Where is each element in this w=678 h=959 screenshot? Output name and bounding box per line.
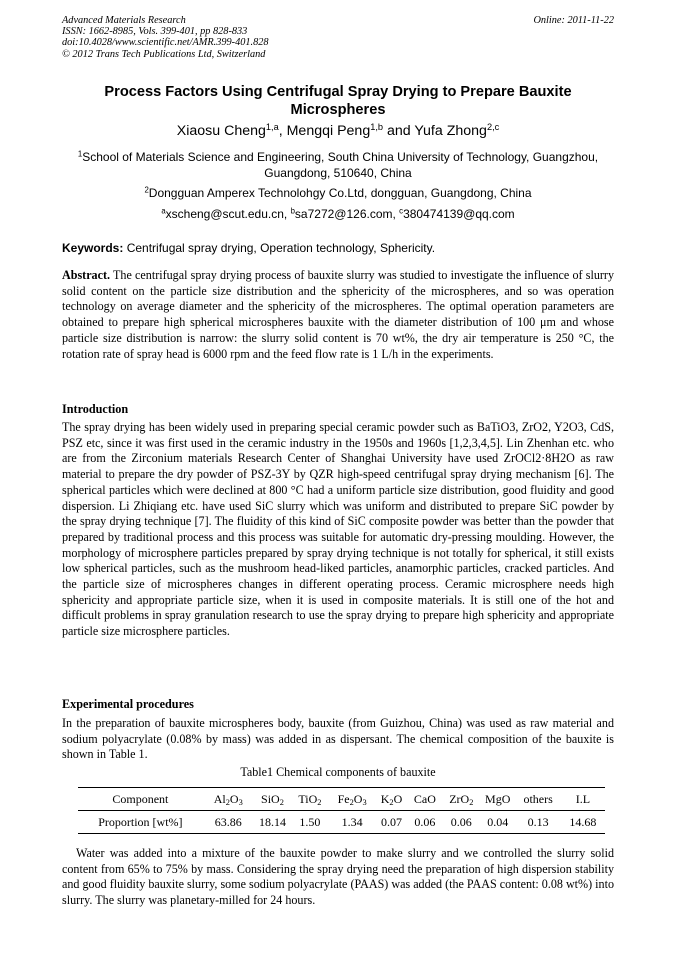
affiliation-2	[62, 185, 614, 201]
table-cell: 0.13	[515, 811, 560, 834]
table-header-cell	[480, 788, 516, 811]
affiliation-mark: 2	[144, 185, 149, 195]
formula-part: SiO	[261, 791, 280, 806]
affiliation-2-text: Dongguan Amperex Technolohgy Co.Ltd, dongguan, Guangdong, China	[148, 186, 532, 200]
journal-header	[62, 15, 269, 60]
formula-subscript: 2	[317, 797, 322, 807]
formula-part: Al	[213, 791, 226, 806]
author-affiliation-mark: 2,c	[486, 121, 500, 132]
title-line-1: Process Factors Using Centrifugal Spray Drying to Prepare Bauxite	[104, 84, 572, 100]
table-header-cell	[376, 788, 408, 811]
formula-part: MgO	[485, 791, 511, 806]
table-caption: Table1 Chemical components of bauxite	[240, 765, 436, 779]
issn-line: ISSN: 1662-8985, Vols. 399-401, pp 828-833	[62, 26, 248, 38]
keywords	[62, 241, 435, 255]
keywords-text: Centrifugal spray drying, Operation technology, Sphericity.	[123, 241, 436, 255]
abstract-text: The centrifugal spray drying process of bauxite slurry was studied to investigate the influence of slurry solid content on the particle size distribution and the sphericity of the microspheres, and so was operation technology on average diameter and the sphericity of the microspheres. The optimal operation parameters are obtained to prepare high spherical microspheres bauxite with the diameter distribution of 100 μm and whose particle size distribution is narrow: the slurry solid content is 70 wt%, the dry air temperature is 250 °C, the rotation rate of spray head is 6000 rpm and the feed flow rate is 1 L/h in the experiments.	[62, 268, 614, 361]
table-header-cell	[329, 788, 376, 811]
formula-part: CaO	[413, 791, 436, 806]
experimental-paragraph: In the preparation of bauxite microspheres body, bauxite (from Guizhou, China) was used as raw material and sodium polyacrylate (0.08% by mass) was added in as dispersant. The chemical composition of the bauxite is shown in Table 1.	[62, 716, 614, 762]
author-name: Mengqi Peng	[286, 123, 371, 139]
doi-line: doi:10.4028/www.scientific.net/AMR.399-401.828	[62, 37, 269, 49]
email-list	[62, 206, 614, 222]
table-header-row	[78, 788, 605, 811]
title-line-2: Microspheres	[290, 101, 386, 118]
affiliation-mark: 1	[77, 149, 83, 159]
affiliation-1-line-2: Guangdong, 510640, China	[264, 166, 412, 180]
author-affiliation-mark: 1,a	[265, 121, 279, 132]
online-date: Online: 2011-11-22	[533, 15, 614, 26]
journal-name: Advanced Materials Research	[62, 15, 186, 26]
keywords-label: Keywords:	[62, 241, 124, 255]
author-separator: and	[383, 123, 415, 139]
email-separator: ,	[283, 207, 291, 221]
formula-part: ZrO	[449, 791, 470, 806]
table-cell: 63.86	[203, 811, 254, 834]
formula-subscript: 3	[238, 797, 243, 807]
formula-part: I.L	[575, 791, 591, 806]
email-mark: a	[161, 206, 166, 216]
formula-part: O	[353, 791, 363, 806]
formula-subscript: 2	[279, 797, 284, 807]
email-mark: b	[290, 206, 295, 216]
table-row	[78, 811, 605, 834]
table-cell: 0.06	[443, 811, 480, 834]
author-name: Yufa Zhong	[414, 123, 487, 139]
formula-part: others	[523, 791, 553, 806]
table-header-cell	[515, 788, 560, 811]
table-cell: 0.07	[376, 811, 408, 834]
author-name: Xiaosu Cheng	[176, 123, 266, 139]
formula-part: Fe	[337, 791, 350, 806]
table-cell: 0.06	[407, 811, 442, 834]
affiliation-1	[62, 149, 614, 181]
email-link[interactable]: 380474139@qq.com	[403, 207, 515, 221]
formula-subscript: 2	[349, 797, 354, 807]
email-mark: c	[399, 206, 404, 216]
table-cell: 0.04	[480, 811, 516, 834]
abstract-label: Abstract.	[62, 268, 111, 282]
table-header-cell: Component	[78, 788, 203, 811]
paper-title	[62, 84, 614, 119]
author-separator: ,	[278, 123, 287, 139]
formula-part: O	[393, 791, 403, 806]
formula-subscript: 2	[389, 797, 394, 807]
formula-subscript: 2	[469, 797, 474, 807]
email-link[interactable]: xscheng@scut.edu.cn	[165, 207, 284, 221]
table-header-cell	[291, 788, 328, 811]
formula-part: K	[380, 791, 390, 806]
formula-subscript: 2	[225, 797, 230, 807]
table-header-cell	[561, 788, 605, 811]
author-list	[62, 123, 614, 139]
intro-paragraph: The spray drying has been widely used in preparing special ceramic powder such as BaTiO3, ZrO2, Y2O3, CdS, PSZ etc, since it was first used in the ceramic industry in the 1950s and 1960s [1,2,3,4,5]. Lin Zhenhan etc. who are from the Zirconium materials Research Center of Shanghai University have used ZrOCl2·8H2O as raw material to prepare the dry powder of PSZ-3Y by QZR high-speed centrifugal spray drying mechanism [6]. The spherical particles which were declined at 800 °C had a uniform particle size distribution, good fluidity and good dispersion. Li Zhiqiang etc. have used SiC slurry which was uniform and distributed to prepare SiC powder by the spray drying technique [7]. The fluidity of this kind of SiC composite powder was better than the powder that prepared by traditional process and this process was suitable for automatic dry-pressing moulding. However, the morphology of microsphere particles prepared by spray drying technique is not totally for spherical, it still exists low spherical particles, such as the mushroom head-liked particles, anamorphic particles, cracked particles. And the particle size of microspheres changes in different operating process. Ceramic microsphere needs high sphericity and appropriate particle size, when it is used in composite materials. It is still one of the hot and difficult problems in spray granulation research to use the spray drying to prepare high sphericity and appropriate particle size microsphere particles.	[62, 420, 614, 639]
table-cell: 1.34	[329, 811, 376, 834]
table-header-cell	[443, 788, 480, 811]
email-link[interactable]: sa7272@126.com	[294, 207, 393, 221]
table-header-cell	[203, 788, 254, 811]
table-cell: 18.14	[254, 811, 292, 834]
slurry-paragraph: Water was added into a mixture of the bauxite powder to make slurry and we controlled the slurry solid content from 65% to 75% by mass. Considering the spray drying need the preparation of high dispersion stability and good fluidity bauxite slurry, some sodium polyacrylate (PAAS) was added (the PAAS content: 0.08 wt%) into slurry. The slurry was planetary-milled for 24 hours.	[62, 846, 614, 908]
formula-part: TiO	[298, 791, 318, 806]
formula-subscript: 3	[362, 797, 367, 807]
table-header-cell	[407, 788, 442, 811]
abstract	[62, 268, 614, 362]
table-cell: 1.50	[291, 811, 328, 834]
table-cell: 14.68	[561, 811, 605, 834]
author-affiliation-mark: 1,b	[370, 121, 384, 132]
table-header-cell	[254, 788, 292, 811]
chemical-components-table	[78, 787, 605, 834]
table-row-label: Proportion [wt%]	[78, 811, 203, 834]
formula-part: O	[229, 791, 239, 806]
intro-heading: Introduction	[62, 402, 129, 416]
experimental-heading: Experimental procedures	[62, 697, 194, 711]
email-separator: ,	[392, 207, 400, 221]
copyright-line: © 2012 Trans Tech Publications Ltd, Switzerland	[62, 48, 266, 60]
affiliation-1-line-1: School of Materials Science and Engineering, South China University of Technology, Guangzhou,	[82, 150, 599, 164]
